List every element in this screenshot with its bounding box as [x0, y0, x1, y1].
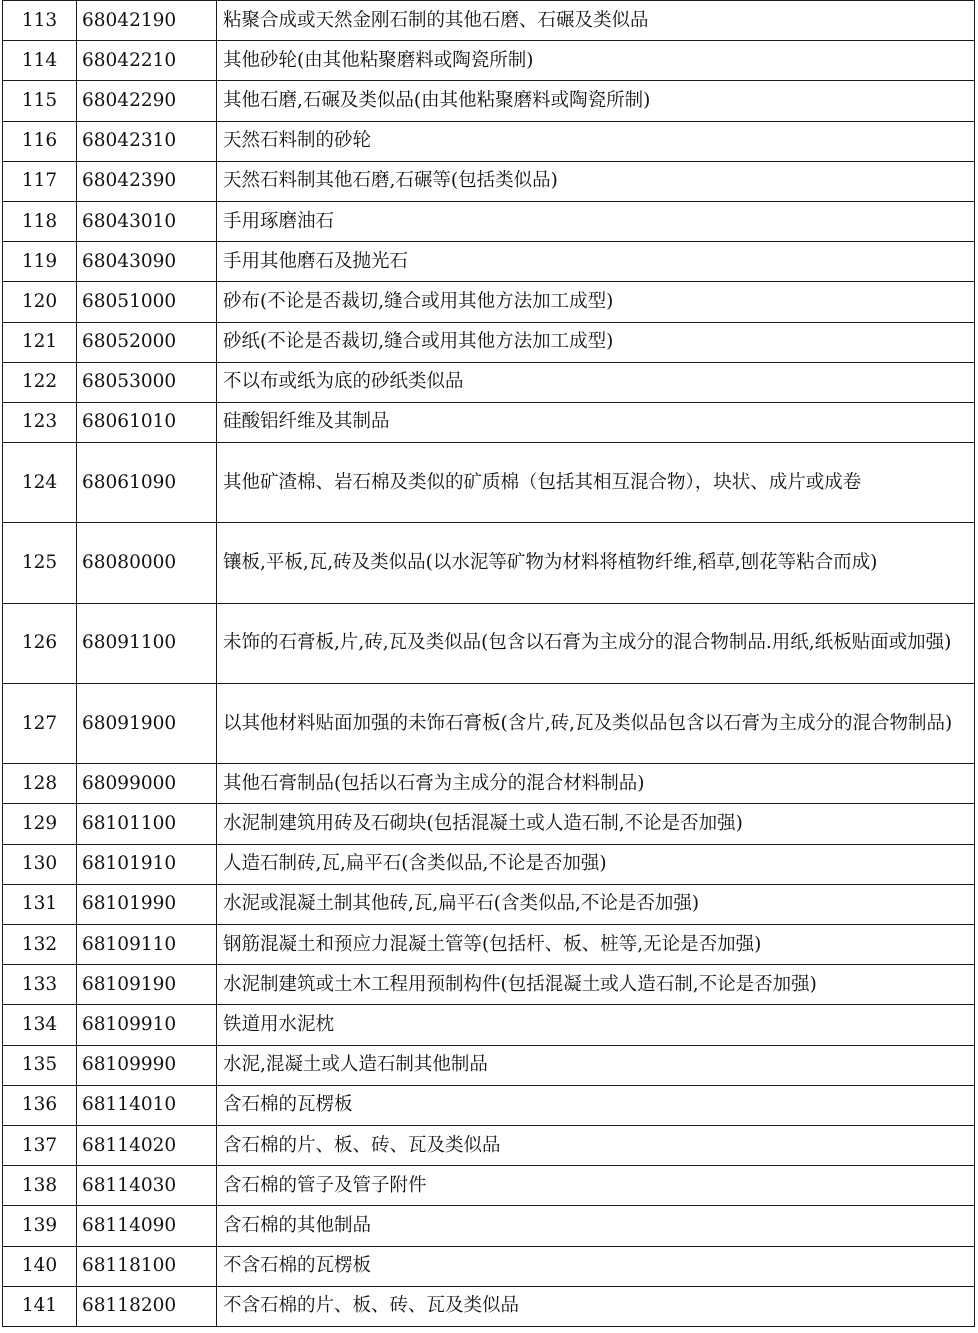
hs-code: 68061090: [77, 443, 217, 523]
tariff-table: [2, 0, 975, 1327]
table-row: [3, 322, 975, 362]
table-row: [3, 242, 975, 282]
table-row: [3, 1286, 975, 1326]
table-row: [3, 402, 975, 442]
row-number: 139: [3, 1206, 77, 1246]
table-row: [3, 201, 975, 241]
item-description: 手用琢磨油石: [217, 201, 975, 241]
row-number: 115: [3, 81, 77, 121]
item-description: 以其他材料贴面加强的未饰石膏板(含片,砖,瓦及类似品包含以石膏为主成分的混合物制品): [217, 683, 975, 763]
row-number: 128: [3, 764, 77, 804]
item-description: 未饰的石膏板,片,砖,瓦及类似品(包含以石膏为主成分的混合物制品.用纸,纸板贴面或加强): [217, 603, 975, 683]
hs-code: 68109110: [77, 925, 217, 965]
item-description: 人造石制砖,瓦,扁平石(含类似品,不论是否加强): [217, 844, 975, 884]
row-number: 123: [3, 402, 77, 442]
hs-code: 68042290: [77, 81, 217, 121]
row-number: 119: [3, 242, 77, 282]
item-description: 不含石棉的瓦楞板: [217, 1246, 975, 1286]
row-number: 129: [3, 804, 77, 844]
table-row: [3, 1125, 975, 1165]
row-number: 117: [3, 161, 77, 201]
table-row: [3, 81, 975, 121]
row-number: 127: [3, 683, 77, 763]
row-number: 126: [3, 603, 77, 683]
item-description: 天然石料制其他石磨,石碾等(包括类似品): [217, 161, 975, 201]
hs-code: 68109990: [77, 1045, 217, 1085]
hs-code: 68043010: [77, 201, 217, 241]
hs-code: 68118100: [77, 1246, 217, 1286]
table-row: [3, 1246, 975, 1286]
hs-code: 68052000: [77, 322, 217, 362]
row-number: 134: [3, 1005, 77, 1045]
item-description: 砂纸(不论是否裁切,缝合或用其他方法加工成型): [217, 322, 975, 362]
item-description: 水泥,混凝土或人造石制其他制品: [217, 1045, 975, 1085]
row-number: 124: [3, 443, 77, 523]
row-number: 116: [3, 121, 77, 161]
table-row: [3, 603, 975, 683]
table-row: [3, 884, 975, 924]
hs-code: 68101100: [77, 804, 217, 844]
item-description: 不以布或纸为底的砂纸类似品: [217, 362, 975, 402]
table-row: [3, 362, 975, 402]
row-number: 137: [3, 1125, 77, 1165]
row-number: 130: [3, 844, 77, 884]
table-row: [3, 683, 975, 763]
hs-code: 68114020: [77, 1125, 217, 1165]
item-description: 水泥或混凝土制其他砖,瓦,扁平石(含类似品,不论是否加强): [217, 884, 975, 924]
item-description: 含石棉的片、板、砖、瓦及类似品: [217, 1125, 975, 1165]
item-description: 不含石棉的片、板、砖、瓦及类似品: [217, 1286, 975, 1326]
item-description: 含石棉的瓦楞板: [217, 1085, 975, 1125]
item-description: 硅酸铝纤维及其制品: [217, 402, 975, 442]
table-row: [3, 443, 975, 523]
hs-code: 68091900: [77, 683, 217, 763]
table-row: [3, 161, 975, 201]
table-row: [3, 965, 975, 1005]
table-row: [3, 1, 975, 41]
item-description: 含石棉的其他制品: [217, 1206, 975, 1246]
item-description: 镶板,平板,瓦,砖及类似品(以水泥等矿物为材料将植物纤维,稻草,刨花等粘合而成): [217, 523, 975, 603]
item-description: 粘聚合成或天然金刚石制的其他石磨、石碾及类似品: [217, 1, 975, 41]
row-number: 138: [3, 1166, 77, 1206]
row-number: 136: [3, 1085, 77, 1125]
item-description: 其他石磨,石碾及类似品(由其他粘聚磨料或陶瓷所制): [217, 81, 975, 121]
table-row: [3, 925, 975, 965]
hs-code: 68042390: [77, 161, 217, 201]
table-row: [3, 121, 975, 161]
hs-code: 68109910: [77, 1005, 217, 1045]
table-row: [3, 764, 975, 804]
hs-code: 68042310: [77, 121, 217, 161]
table-row: [3, 1166, 975, 1206]
table-row: [3, 1085, 975, 1125]
item-description: 天然石料制的砂轮: [217, 121, 975, 161]
hs-code: 68042190: [77, 1, 217, 41]
table-row: [3, 804, 975, 844]
hs-code: 68101990: [77, 884, 217, 924]
table-row: [3, 1206, 975, 1246]
item-description: 水泥制建筑或土木工程用预制构件(包括混凝土或人造石制,不论是否加强): [217, 965, 975, 1005]
hs-code: 68061010: [77, 402, 217, 442]
table-row: [3, 523, 975, 603]
item-description: 其他砂轮(由其他粘聚磨料或陶瓷所制): [217, 41, 975, 81]
hs-code: 68042210: [77, 41, 217, 81]
row-number: 121: [3, 322, 77, 362]
item-description: 铁道用水泥枕: [217, 1005, 975, 1045]
hs-code: 68091100: [77, 603, 217, 683]
hs-code: 68080000: [77, 523, 217, 603]
hs-code: 68099000: [77, 764, 217, 804]
item-description: 其他矿渣棉、岩石棉及类似的矿质棉（包括其相互混合物），块状、成片或成卷: [217, 443, 975, 523]
row-number: 141: [3, 1286, 77, 1326]
item-description: 含石棉的管子及管子附件: [217, 1166, 975, 1206]
row-number: 132: [3, 925, 77, 965]
hs-code: 68118200: [77, 1286, 217, 1326]
table-row: [3, 844, 975, 884]
row-number: 140: [3, 1246, 77, 1286]
item-description: 手用其他磨石及抛光石: [217, 242, 975, 282]
row-number: 122: [3, 362, 77, 402]
hs-code: 68053000: [77, 362, 217, 402]
row-number: 131: [3, 884, 77, 924]
item-description: 钢筋混凝土和预应力混凝土管等(包括杆、板、桩等,无论是否加强): [217, 925, 975, 965]
hs-code: 68114030: [77, 1166, 217, 1206]
item-description: 水泥制建筑用砖及石砌块(包括混凝土或人造石制,不论是否加强): [217, 804, 975, 844]
item-description: 砂布(不论是否裁切,缝合或用其他方法加工成型): [217, 282, 975, 322]
row-number: 133: [3, 965, 77, 1005]
row-number: 120: [3, 282, 77, 322]
row-number: 113: [3, 1, 77, 41]
document-page: [2, 0, 974, 1327]
row-number: 114: [3, 41, 77, 81]
row-number: 125: [3, 523, 77, 603]
item-description: 其他石膏制品(包括以石膏为主成分的混合材料制品): [217, 764, 975, 804]
hs-code: 68114090: [77, 1206, 217, 1246]
row-number: 118: [3, 201, 77, 241]
hs-code: 68051000: [77, 282, 217, 322]
hs-code: 68114010: [77, 1085, 217, 1125]
table-row: [3, 1045, 975, 1085]
hs-code: 68109190: [77, 965, 217, 1005]
hs-code: 68043090: [77, 242, 217, 282]
row-number: 135: [3, 1045, 77, 1085]
table-row: [3, 41, 975, 81]
table-row: [3, 1005, 975, 1045]
table-row: [3, 282, 975, 322]
hs-code: 68101910: [77, 844, 217, 884]
